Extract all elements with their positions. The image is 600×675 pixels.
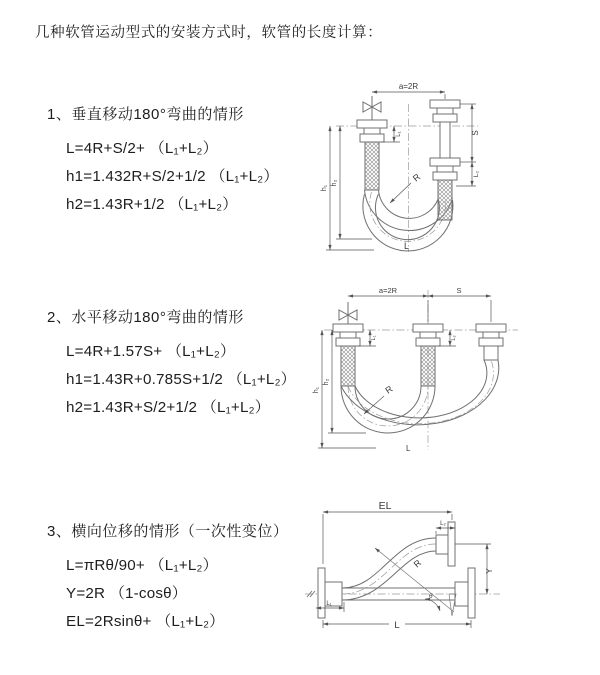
middle-connector <box>413 324 443 386</box>
dim-label-el: EL <box>378 500 392 512</box>
dimension-lines <box>316 512 491 628</box>
dim-label-r: R <box>411 557 424 570</box>
right-connector <box>476 324 506 360</box>
dim-label-l: L <box>394 620 400 631</box>
dim-label-r: R <box>410 171 423 184</box>
section-1 <box>47 103 279 219</box>
right-flange-original <box>455 568 475 618</box>
formula-line: EL=2Rsinθ+ （L₁+L₂） <box>66 613 225 630</box>
dim-label-s: S <box>471 130 480 136</box>
valve-icon <box>339 302 357 324</box>
section-2 <box>47 306 296 422</box>
formula-line: h1=1.432R+S/2+1/2 （L₁+L₂） <box>66 168 279 185</box>
valve-icon <box>363 96 381 120</box>
hose-curves <box>342 538 436 600</box>
dim-label-h1: h₁ <box>313 386 320 394</box>
formula-line: h1=1.43R+0.785S+1/2 （L₁+L₂） <box>66 371 297 388</box>
left-connector <box>333 324 363 386</box>
hose-curves <box>341 360 499 433</box>
dim-label-h1: h₁ <box>321 184 328 192</box>
dim-label-y: Y <box>485 568 494 574</box>
section-2-heading: 2、水平移动180°弯曲的情形 <box>47 309 244 326</box>
dim-label-h2: h₂ <box>323 378 330 386</box>
dim-label-l: L <box>404 241 410 251</box>
dim-label-l2: L₂ <box>451 335 457 341</box>
dim-label-l: L <box>406 444 411 453</box>
dim-label-l2: L₂ <box>440 521 446 527</box>
diagram-lateral-displacement <box>303 498 503 650</box>
right-flange-displaced <box>436 522 455 566</box>
section-3 <box>47 520 288 636</box>
diagram-horizontal-180-bend <box>306 282 546 454</box>
dim-label-l2: L₂ <box>473 170 480 178</box>
section-1-heading: 1、垂直移动180°弯曲的情形 <box>47 106 244 123</box>
dim-label-r: R <box>383 383 395 396</box>
formula-line: L=πRθ/90+ （L₁+L₂） <box>66 557 218 574</box>
dim-label-l1: L₁ <box>396 131 402 137</box>
dim-label-a2r: a=2R <box>398 82 419 91</box>
formula-line: h2=1.43R+S/2+1/2 （L₁+L₂） <box>66 399 271 416</box>
left-flange <box>318 568 342 618</box>
dim-label-theta: θ <box>429 593 433 600</box>
right-connector <box>430 100 460 220</box>
dim-label-s: S <box>456 286 462 295</box>
formula-line: L=4R+S/2+ （L₁+L₂） <box>66 140 219 157</box>
formula-line: Y=2R （1-cosθ） <box>66 585 188 602</box>
dim-label-h2: h₂ <box>331 179 338 187</box>
left-connector <box>357 120 387 190</box>
diagram-vertical-180-bend <box>310 76 545 254</box>
formula-line: h2=1.43R+1/2 （L₁+L₂） <box>66 196 238 213</box>
section-3-heading: 3、横向位移的情形（一次性变位） <box>47 523 289 540</box>
dimension-labels <box>313 286 462 453</box>
formula-line: L=4R+1.57S+ （L₁+L₂） <box>66 343 236 360</box>
dim-label-l1: L₁ <box>371 335 377 341</box>
dim-label-a2r: a=2R <box>378 286 398 295</box>
dim-label-l1: L₁ <box>326 601 332 607</box>
page-title: 几种软管运动型式的安装方式时，软管的长度计算： <box>35 25 383 41</box>
